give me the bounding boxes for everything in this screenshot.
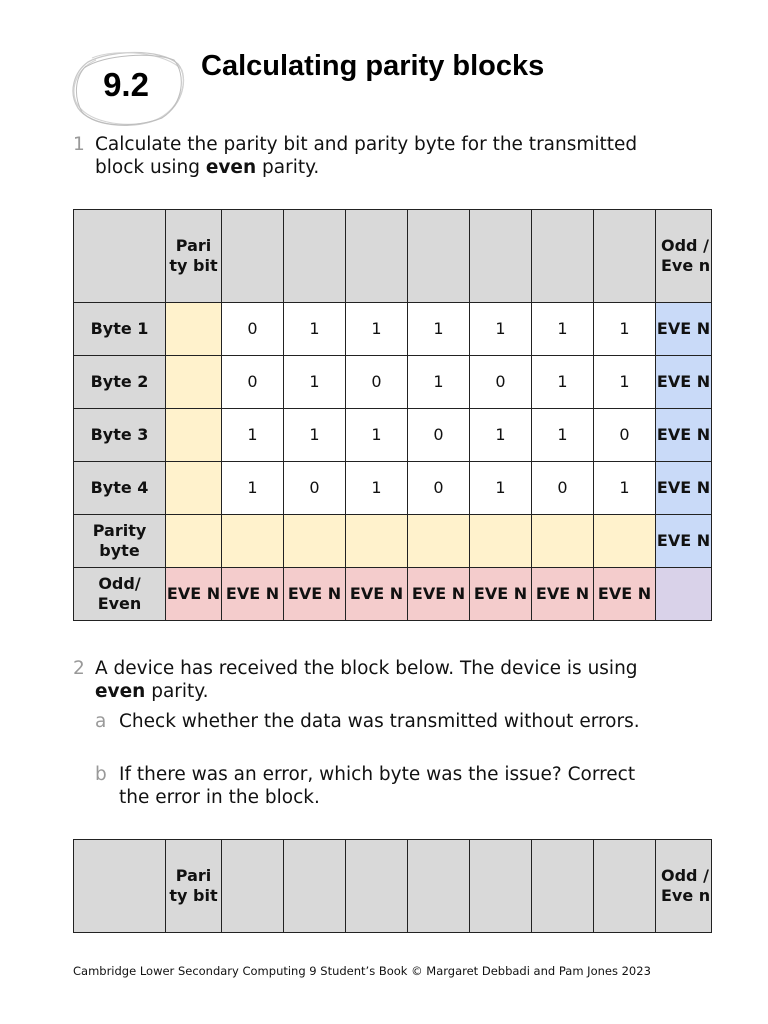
parity-table-2 xyxy=(73,839,712,933)
table-row xyxy=(74,462,712,515)
sub-question-text: Check whether the data was transmitted without errors. xyxy=(119,711,640,732)
header-cell xyxy=(346,210,408,303)
parity-bit-cell[interactable] xyxy=(166,356,222,409)
header-cell xyxy=(470,840,532,933)
header-cell xyxy=(284,840,346,933)
parity-bit-cell[interactable] xyxy=(166,303,222,356)
section-number: 9.2 xyxy=(103,66,149,103)
header-corner-cell xyxy=(74,840,166,933)
parity-result-cell: EVE N xyxy=(656,409,712,462)
header-cell xyxy=(222,210,284,303)
bit-cell: 0 xyxy=(408,409,470,462)
header-cell xyxy=(532,210,594,303)
page-footer: Cambridge Lower Secondary Computing 9 Student’s Book © Margaret Debbadi and Pam Jones 2023 xyxy=(73,964,651,978)
bit-cell: 0 xyxy=(594,409,656,462)
bit-cell: 0 xyxy=(470,356,532,409)
table-row xyxy=(74,409,712,462)
table-header-row xyxy=(74,840,712,933)
question-text: A device has received the block below. The device is using xyxy=(95,658,638,679)
bit-cell: 1 xyxy=(594,462,656,515)
bit-cell: 1 xyxy=(346,303,408,356)
parity-result-cell: EVE N xyxy=(656,515,712,568)
bit-cell: 0 xyxy=(532,462,594,515)
question-text-end: parity. xyxy=(256,157,320,178)
header-odd-even: Odd / Eve n xyxy=(656,210,712,303)
row-label: Byte 2 xyxy=(74,356,166,409)
bit-cell: 0 xyxy=(222,356,284,409)
odd-even-row xyxy=(74,568,712,621)
header-parity-bit: Pari ty bit xyxy=(166,840,222,933)
column-result-cell: EVE N xyxy=(408,568,470,621)
bit-cell: 1 xyxy=(594,356,656,409)
parity-result-cell: EVE N xyxy=(656,356,712,409)
table-header-row xyxy=(74,210,712,303)
question-bold-word: even xyxy=(95,681,146,702)
question-text: Calculate the parity bit and parity byte for the transmitted block using xyxy=(95,134,638,178)
parity-result-cell: EVE N xyxy=(656,303,712,356)
column-result-cell: EVE N xyxy=(470,568,532,621)
header-cell xyxy=(408,210,470,303)
header-corner-cell xyxy=(74,210,166,303)
question-number: 2 xyxy=(73,658,85,679)
bit-cell: 0 xyxy=(346,356,408,409)
parity-byte-cell[interactable] xyxy=(284,515,346,568)
table-row xyxy=(74,356,712,409)
bit-cell: 1 xyxy=(222,462,284,515)
bit-cell: 1 xyxy=(284,303,346,356)
header-cell xyxy=(284,210,346,303)
row-label: Byte 4 xyxy=(74,462,166,515)
header-cell xyxy=(532,840,594,933)
header-cell xyxy=(346,840,408,933)
table-row xyxy=(74,303,712,356)
column-result-cell: EVE N xyxy=(222,568,284,621)
column-result-cell: EVE N xyxy=(166,568,222,621)
question-bold-word: even xyxy=(205,157,257,178)
bit-cell: 0 xyxy=(284,462,346,515)
row-label: Odd/ Even xyxy=(74,568,166,621)
page-title: Calculating parity blocks xyxy=(201,50,545,82)
parity-byte-cell[interactable] xyxy=(408,515,470,568)
section-badge xyxy=(70,48,186,130)
column-result-cell: EVE N xyxy=(594,568,656,621)
corner-cell xyxy=(656,568,712,621)
header-parity-bit: Pari ty bit xyxy=(166,210,222,303)
parity-byte-cell[interactable] xyxy=(532,515,594,568)
parity-byte-cell[interactable] xyxy=(470,515,532,568)
parity-table-1 xyxy=(73,209,712,621)
bit-cell: 1 xyxy=(284,356,346,409)
bit-cell: 1 xyxy=(408,303,470,356)
sub-question-text: If there was an error, which byte was the issue? Correct the error in the block. xyxy=(119,764,636,808)
bit-cell: 1 xyxy=(284,409,346,462)
column-result-cell: EVE N xyxy=(284,568,346,621)
column-result-cell: EVE N xyxy=(532,568,594,621)
header-cell xyxy=(470,210,532,303)
bit-cell: 1 xyxy=(532,356,594,409)
bit-cell: 0 xyxy=(222,303,284,356)
parity-byte-row xyxy=(74,515,712,568)
question-1 xyxy=(73,133,655,179)
row-label: Byte 1 xyxy=(74,303,166,356)
parity-byte-cell[interactable] xyxy=(346,515,408,568)
bit-cell: 1 xyxy=(346,462,408,515)
header-cell xyxy=(222,840,284,933)
parity-byte-cell[interactable] xyxy=(166,515,222,568)
bit-cell: 1 xyxy=(346,409,408,462)
question-text-end: parity. xyxy=(145,681,209,702)
sub-question-letter: a xyxy=(95,711,107,732)
header-cell xyxy=(408,840,470,933)
bit-cell: 1 xyxy=(470,462,532,515)
parity-bit-cell[interactable] xyxy=(166,409,222,462)
bit-cell: 1 xyxy=(470,409,532,462)
column-result-cell: EVE N xyxy=(346,568,408,621)
bit-cell: 1 xyxy=(594,303,656,356)
question-2a xyxy=(95,710,655,733)
question-2b xyxy=(95,763,639,809)
parity-byte-cell[interactable] xyxy=(222,515,284,568)
bit-cell: 1 xyxy=(470,303,532,356)
parity-byte-cell[interactable] xyxy=(594,515,656,568)
bit-cell: 1 xyxy=(532,409,594,462)
bit-cell: 0 xyxy=(408,462,470,515)
parity-result-cell: EVE N xyxy=(656,462,712,515)
bit-cell: 1 xyxy=(532,303,594,356)
parity-bit-cell[interactable] xyxy=(166,462,222,515)
sub-question-letter: b xyxy=(95,764,107,785)
header-cell xyxy=(594,840,656,933)
bit-cell: 1 xyxy=(222,409,284,462)
bit-cell: 1 xyxy=(408,356,470,409)
row-label: Parity byte xyxy=(74,515,166,568)
row-label: Byte 3 xyxy=(74,409,166,462)
question-number: 1 xyxy=(73,134,85,155)
header-odd-even: Odd / Eve n xyxy=(656,840,712,933)
question-2 xyxy=(73,657,655,703)
header-cell xyxy=(594,210,656,303)
